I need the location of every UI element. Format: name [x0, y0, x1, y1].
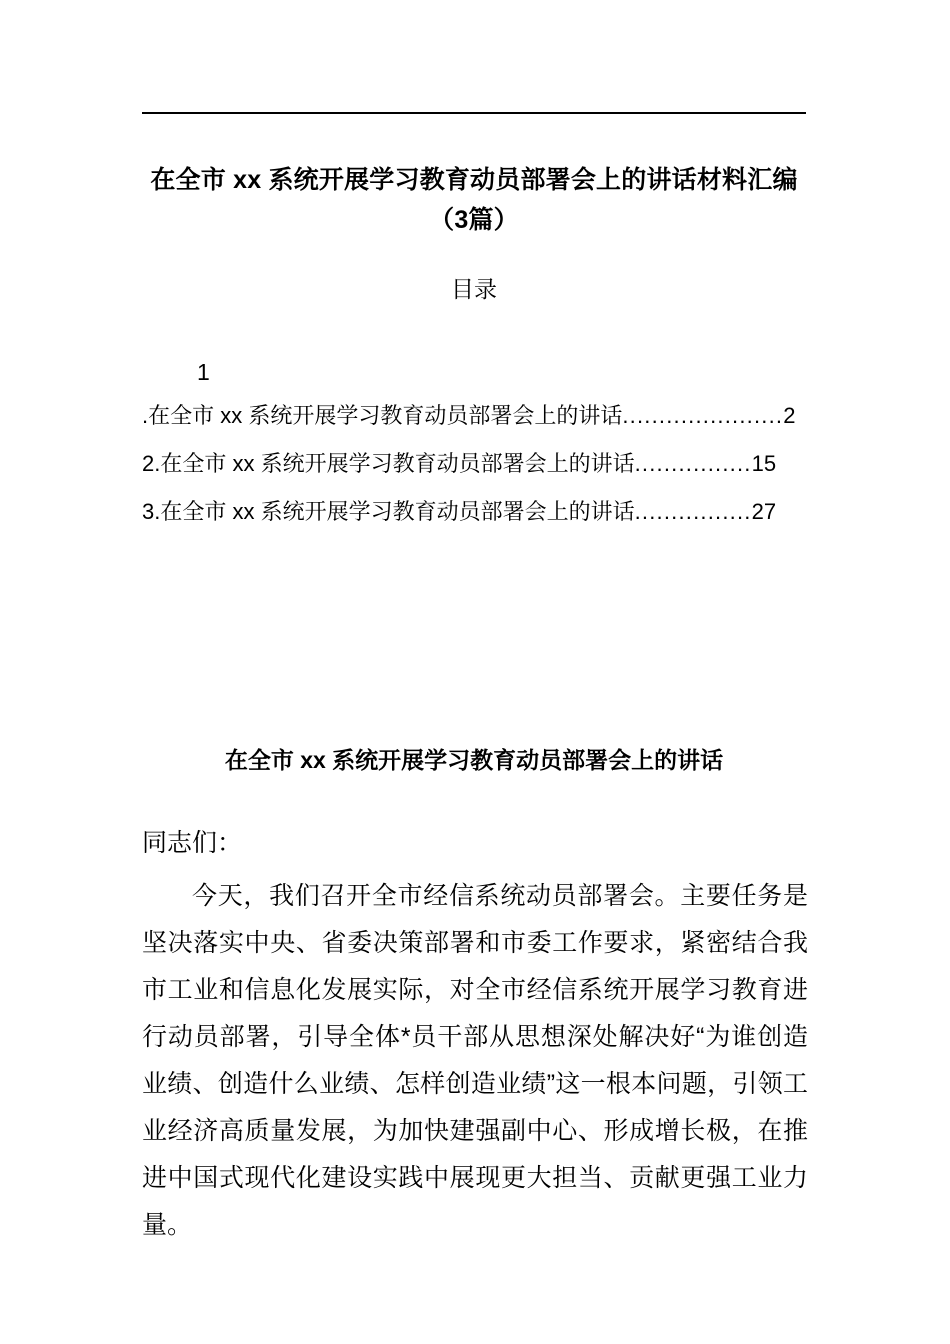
document-title: 在全市 xx 系统开展学习教育动员部署会上的讲话材料汇编（3篇）: [150, 166, 798, 234]
section-heading: 在全市 xx 系统开展学习教育动员部署会上的讲话: [224, 747, 724, 773]
body-paragraph: 今天，我们召开全市经信系统动员部署会。主要任务是坚决落实中央、省委决策部署和市委工作要求，紧密结合我市工业和信息化发展实际，对全市经信系统开展学习教育进行动员部署，引导全体*员干部从思想深处解决好“为谁创造业绩、创造什么业绩、怎样创造业绩”这一根本问题，引领工业经济高质量发展，为加快建强副中心、形成增长极，在推进中国式现代化建设实践中展现更大担当、贡献更强工业力量。: [142, 882, 808, 1239]
table-of-contents-heading: 目录: [451, 276, 497, 302]
toc-entry-3-leader: ................: [634, 499, 752, 524]
toc-entry-2-label: 2.在全市 xx 系统开展学习教育动员部署会上的讲话: [142, 451, 635, 476]
toc-entry-2-page: 15: [751, 451, 777, 476]
salutation: 同志们：: [142, 829, 243, 857]
toc-entry-1-page: 2: [783, 403, 796, 428]
header-divider-rule: [142, 112, 806, 114]
toc-entry-3-page: 27: [751, 499, 777, 524]
toc-entry-1-number: 1: [197, 359, 210, 385]
toc-entry-1-leader: ......................: [622, 403, 784, 428]
toc-entry-2[interactable]: [142, 440, 810, 488]
toc-entry-3-label: 3.在全市 xx 系统开展学习教育动员部署会上的讲话: [142, 499, 635, 524]
toc-entry-2-leader: ................: [634, 451, 752, 476]
toc-entry-1-label: .在全市 xx 系统开展学习教育动员部署会上的讲话: [142, 403, 623, 428]
toc-entry-3[interactable]: [142, 488, 810, 536]
toc-entry-1[interactable]: [142, 392, 810, 440]
table-of-contents: [142, 352, 810, 536]
